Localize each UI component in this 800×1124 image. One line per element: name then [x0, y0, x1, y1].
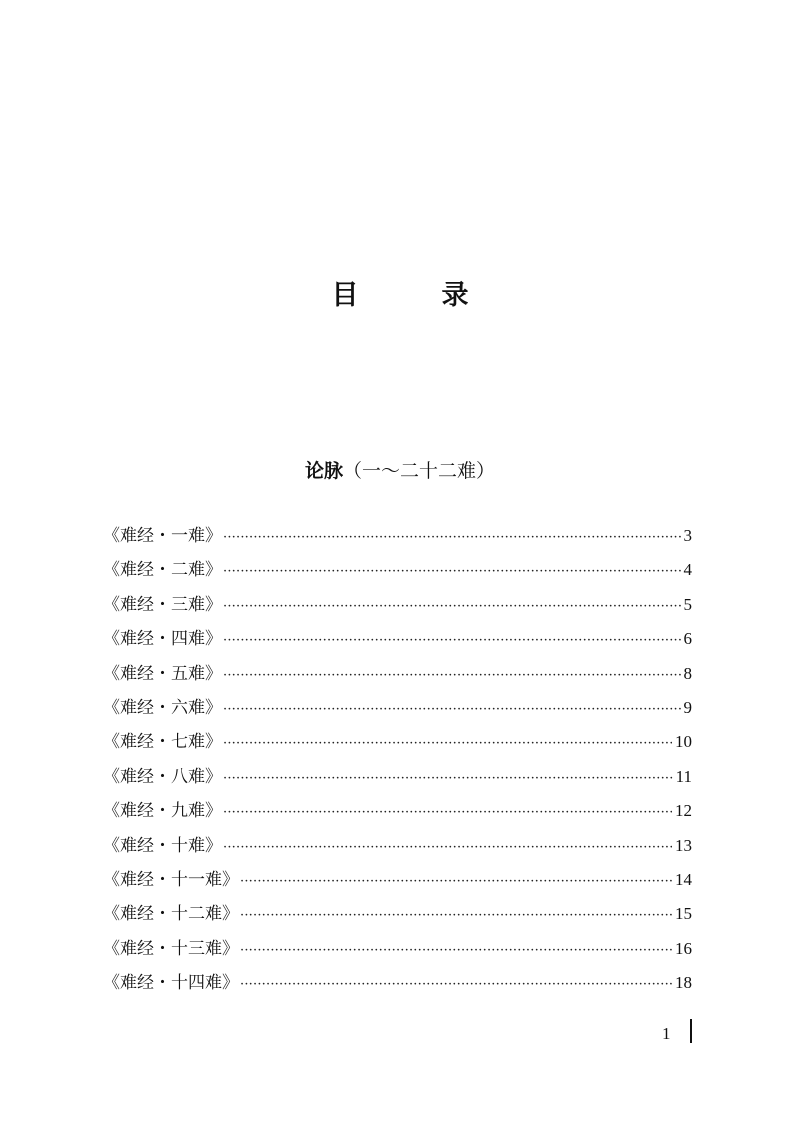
toc-entry-page: 6 [683, 629, 692, 649]
toc-entry[interactable] [103, 691, 692, 725]
toc-entry-page: 4 [683, 560, 692, 580]
page-number: 1 [662, 1024, 671, 1043]
toc-dot-leader [240, 968, 672, 1002]
toc-dot-leader [223, 831, 672, 865]
toc-dot-leader [223, 590, 681, 624]
toc-entry[interactable] [103, 829, 692, 863]
section-heading [0, 456, 800, 486]
toc-entry-title: 《难经・十三难》 [103, 938, 239, 959]
toc-dot-leader [223, 521, 681, 555]
toc-entry-page: 16 [675, 938, 692, 958]
toc-entry[interactable] [103, 657, 692, 691]
toc-entry-page: 13 [675, 835, 692, 855]
toc-entry-page: 5 [683, 594, 692, 614]
section-heading-range: （一～二十二难） [343, 460, 496, 482]
toc-entry[interactable] [103, 863, 692, 897]
toc-entry-page: 12 [675, 801, 692, 821]
toc-entry-page: 10 [675, 732, 692, 752]
toc-entry-title: 《难经・五难》 [103, 663, 222, 684]
toc-dot-leader [223, 659, 681, 693]
toc-entry-title: 《难经・四难》 [103, 629, 222, 650]
toc-entry-title: 《难经・八难》 [103, 766, 222, 787]
toc-entry[interactable] [103, 966, 692, 1000]
toc-entry-page: 11 [675, 766, 692, 786]
toc-entry-title: 《难经・十二难》 [103, 904, 239, 925]
toc-dot-leader [240, 934, 672, 968]
toc-entry[interactable] [103, 897, 692, 931]
toc-dot-leader [223, 624, 681, 658]
toc-entry[interactable] [103, 519, 692, 553]
toc-entry-title: 《难经・二难》 [103, 560, 222, 581]
toc-entry[interactable] [103, 553, 692, 587]
toc-dot-leader [223, 796, 672, 830]
toc-dot-leader [223, 762, 673, 796]
toc-entry[interactable] [103, 932, 692, 966]
toc-entry-title: 《难经・六难》 [103, 697, 222, 718]
toc-entry-title: 《难经・十一难》 [103, 869, 239, 890]
toc-entry-title: 《难经・三难》 [103, 594, 222, 615]
toc-entry-page: 15 [675, 904, 692, 924]
toc-entry[interactable] [103, 725, 692, 759]
toc-dot-leader [223, 555, 681, 589]
toc-entry-page: 14 [675, 869, 692, 889]
toc-entry-page: 9 [683, 697, 692, 717]
toc-list [103, 519, 692, 1000]
toc-entry-title: 《难经・一难》 [103, 526, 222, 546]
toc-entry[interactable] [103, 794, 692, 828]
toc-entry-title: 《难经・九难》 [103, 801, 222, 822]
toc-entry[interactable] [103, 588, 692, 622]
toc-entry[interactable] [103, 622, 692, 656]
toc-entry-page: 3 [683, 526, 692, 545]
page-number-rule [690, 1019, 692, 1043]
toc-dot-leader [223, 693, 681, 727]
toc-entry-title: 《难经・十四难》 [103, 973, 239, 994]
toc-entry-page: 8 [683, 663, 692, 683]
toc-dot-leader [223, 727, 672, 761]
toc-entry-title: 《难经・七难》 [103, 732, 222, 753]
toc-entry-page: 18 [675, 973, 692, 993]
toc-entry-title: 《难经・十难》 [103, 835, 222, 856]
toc-dot-leader [240, 865, 672, 899]
toc-entry[interactable] [103, 760, 692, 794]
toc-dot-leader [240, 899, 672, 933]
page-title: 目 录 [331, 280, 497, 311]
section-heading-name: 论脉 [304, 460, 343, 482]
